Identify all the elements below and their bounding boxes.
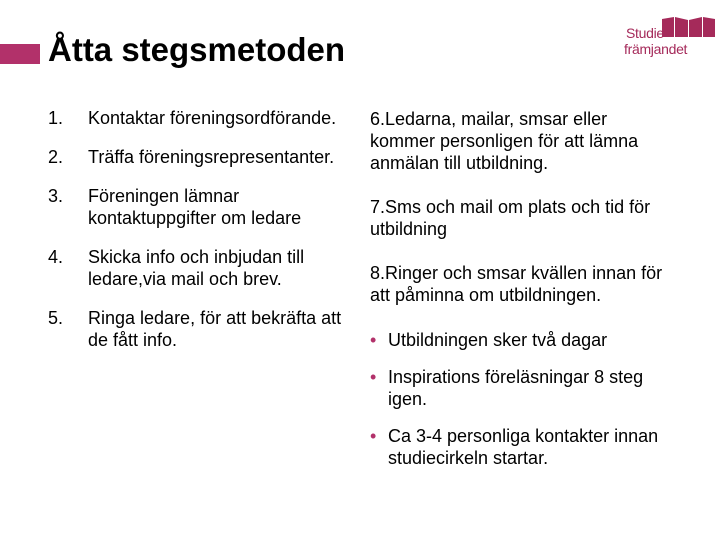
bullet-item xyxy=(370,425,670,469)
list-item xyxy=(48,246,348,290)
step-paragraph: 8.Ringer och smsar kvällen innan för att påminna om utbildningen. xyxy=(370,263,663,305)
list-item xyxy=(48,307,348,351)
step-paragraph: 6.Ledarna, mailar, smsar eller kommer personligen för att lämna anmälan till utbildning. xyxy=(370,109,639,173)
step-text: Kontaktar föreningsordförande. xyxy=(88,108,337,128)
page-title: Åtta stegsmetoden xyxy=(48,31,346,68)
step-text: Träffa föreningsrepresentanter. xyxy=(88,147,335,167)
bullet-text: Ca 3-4 personliga kontakter innan studiecirkeln startar. xyxy=(388,426,659,468)
left-step-list xyxy=(48,107,348,351)
studiefrämjandet-logo xyxy=(624,16,718,60)
accent-bar xyxy=(0,44,40,64)
bullet-marker: • xyxy=(370,426,377,446)
step-number: 2. xyxy=(48,147,64,167)
logo-line-2: främjandet xyxy=(624,41,688,57)
list-item xyxy=(48,107,348,129)
step-number: 3. xyxy=(48,186,64,206)
bullet-text: Utbildningen sker två dagar xyxy=(388,330,608,350)
right-column xyxy=(370,108,670,469)
step-number: 4. xyxy=(48,247,64,267)
bullet-item xyxy=(370,366,670,410)
bullet-text: Inspirations föreläsningar 8 steg igen. xyxy=(388,367,644,409)
list-item xyxy=(48,146,348,168)
bullet-marker: • xyxy=(370,330,377,350)
bullet-item xyxy=(370,329,670,351)
step-text: Skicka info och inbjudan till ledare,via mail och brev. xyxy=(88,247,305,289)
step-paragraph: 7.Sms och mail om plats och tid för utbildning xyxy=(370,197,651,239)
step-number: 5. xyxy=(48,308,64,328)
list-item xyxy=(48,185,348,229)
logo-line-1: Studie xyxy=(626,25,664,41)
bullet-marker: • xyxy=(370,367,377,387)
step-number: 1. xyxy=(48,108,64,128)
step-text: Ringa ledare, för att bekräfta att de fått info. xyxy=(88,308,342,350)
step-text: Föreningen lämnar kontaktuppgifter om ledare xyxy=(88,186,302,228)
